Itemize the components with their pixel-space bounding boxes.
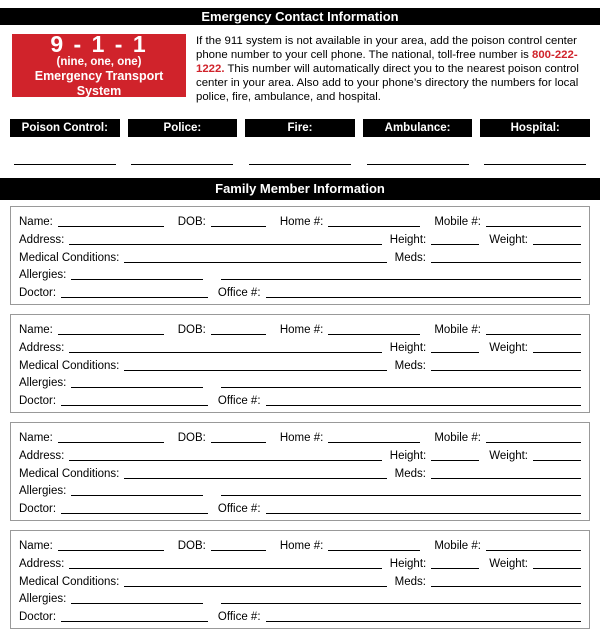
weight-fill-line	[533, 352, 581, 353]
poison-control-fill-line	[10, 164, 120, 166]
weight-fill-line	[533, 244, 581, 245]
medical-conditions-label: Medical Conditions:	[19, 467, 120, 480]
weight-fill-line	[533, 460, 581, 461]
meds-fill-line-3	[432, 513, 581, 514]
address-label: Address:	[19, 557, 65, 570]
allergies-label: Allergies:	[19, 269, 67, 282]
allergies-fill-line	[71, 279, 202, 280]
contact-label-ambulance: Ambulance:	[363, 119, 473, 137]
office-phone-label: Office #:	[217, 611, 261, 624]
allergies-fill-line-2	[221, 603, 432, 604]
doctor-fill-line	[61, 621, 208, 622]
height-label: Height:	[389, 449, 427, 462]
family-section-bar	[0, 178, 600, 200]
address-label: Address:	[19, 449, 65, 462]
doctor-fill-line	[61, 513, 208, 514]
mobile-phone-fill-line	[486, 550, 581, 551]
member-row-doctor	[19, 607, 581, 624]
name-fill-line	[58, 550, 164, 551]
dob-label: DOB:	[177, 540, 206, 553]
member-row-medical	[19, 464, 581, 481]
member-row-allergies	[19, 481, 581, 498]
meds-fill-line-3	[432, 621, 581, 622]
office-phone-fill-line	[266, 405, 433, 406]
member-row-medical	[19, 356, 581, 373]
name-label: Name:	[19, 540, 53, 553]
header-bar	[0, 8, 600, 25]
meds-fill-line-3	[432, 297, 581, 298]
poison-control-phone-number: 800-222-1222.	[196, 48, 578, 75]
address-fill-line	[69, 352, 381, 353]
family-member-block	[10, 530, 590, 629]
meds-fill-line	[431, 370, 581, 371]
allergies-fill-line	[71, 387, 202, 388]
medical-conditions-fill-line	[124, 370, 386, 371]
name-fill-line	[58, 334, 164, 335]
home-phone-label: Home #:	[279, 324, 324, 337]
mobile-phone-label: Mobile #:	[434, 216, 481, 229]
member-row-address	[19, 230, 581, 247]
name-label: Name:	[19, 432, 53, 445]
name-fill-line	[58, 226, 164, 227]
meds-label: Meds:	[394, 251, 426, 264]
contact-labels-row	[10, 119, 590, 137]
fire-fill-line	[245, 164, 355, 166]
meds-fill-line-3	[432, 405, 581, 406]
member-row-doctor	[19, 391, 581, 408]
medical-conditions-fill-line	[124, 586, 386, 587]
badge-911-subtitle: Emergency Transport System	[34, 69, 164, 98]
mobile-phone-label: Mobile #:	[434, 540, 481, 553]
allergies-label: Allergies:	[19, 485, 67, 498]
member-row-address	[19, 554, 581, 571]
dob-fill-line	[211, 550, 266, 551]
dob-label: DOB:	[177, 216, 206, 229]
allergies-fill-line	[71, 495, 202, 496]
badge-911	[12, 31, 186, 98]
allergies-fill-line-2	[221, 495, 432, 496]
medical-conditions-fill-line	[124, 262, 386, 263]
meds-fill-line-2	[432, 279, 581, 280]
meds-fill-line-2	[432, 387, 581, 388]
weight-label: Weight:	[489, 341, 528, 354]
emergency-contact-form	[0, 8, 600, 631]
weight-label: Weight:	[489, 557, 528, 570]
height-label: Height:	[389, 233, 427, 246]
member-row-medical	[19, 248, 581, 265]
meds-fill-line-2	[432, 603, 581, 604]
member-row-address	[19, 338, 581, 355]
mobile-phone-fill-line	[486, 442, 581, 443]
contact-label-police: Police:	[128, 119, 238, 137]
medical-conditions-label: Medical Conditions:	[19, 575, 120, 588]
office-phone-fill-line	[266, 513, 433, 514]
member-row-allergies	[19, 265, 581, 282]
home-phone-label: Home #:	[279, 432, 324, 445]
intro-paragraph-before: If the 911 system is not available in your area, add the poison control center phone number to your cell phone. The national, toll-free number is	[196, 35, 577, 61]
intro-section	[12, 31, 588, 105]
weight-label: Weight:	[489, 233, 528, 246]
allergies-fill-line-2	[221, 279, 432, 280]
name-label: Name:	[19, 324, 53, 337]
allergies-fill-line-2	[221, 387, 432, 388]
family-member-block	[10, 206, 590, 305]
contact-fill-lines-row	[10, 164, 590, 166]
office-phone-fill-line	[266, 621, 433, 622]
doctor-label: Doctor:	[19, 395, 57, 408]
intro-paragraph-after: This number will automatically direct you to the nearest poison control center in your area. Also add to your phone’s directory the numbers for local police, fire, ambulance, and hospital.	[196, 62, 579, 103]
meds-fill-line	[431, 586, 581, 587]
height-label: Height:	[389, 341, 427, 354]
badge-911-number: 9 - 1 - 1	[50, 31, 148, 57]
office-phone-label: Office #:	[217, 503, 261, 516]
mobile-phone-fill-line	[486, 334, 581, 335]
dob-fill-line	[211, 442, 266, 443]
allergies-label: Allergies:	[19, 593, 67, 606]
mobile-phone-fill-line	[486, 226, 581, 227]
doctor-fill-line	[61, 297, 208, 298]
doctor-label: Doctor:	[19, 503, 57, 516]
address-fill-line	[69, 568, 381, 569]
mobile-phone-label: Mobile #:	[434, 324, 481, 337]
member-row-allergies	[19, 373, 581, 390]
meds-fill-line-2	[432, 495, 581, 496]
intro-paragraph	[196, 34, 588, 105]
dob-fill-line	[211, 334, 266, 335]
dob-fill-line	[211, 226, 266, 227]
address-label: Address:	[19, 233, 65, 246]
member-row-allergies	[19, 589, 581, 606]
height-fill-line	[431, 568, 479, 569]
allergies-label: Allergies:	[19, 377, 67, 390]
meds-label: Meds:	[394, 359, 426, 372]
meds-label: Meds:	[394, 467, 426, 480]
dob-label: DOB:	[177, 324, 206, 337]
office-phone-label: Office #:	[217, 287, 261, 300]
family-member-block	[10, 422, 590, 521]
doctor-label: Doctor:	[19, 611, 57, 624]
meds-fill-line	[431, 478, 581, 479]
member-row-medical	[19, 572, 581, 589]
badge-911-words: (nine, one, one)	[56, 56, 142, 68]
member-row-doctor	[19, 283, 581, 300]
family-member-block	[10, 314, 590, 413]
doctor-fill-line	[61, 405, 208, 406]
address-fill-line	[69, 244, 381, 245]
address-fill-line	[69, 460, 381, 461]
weight-label: Weight:	[489, 449, 528, 462]
address-label: Address:	[19, 341, 65, 354]
home-phone-label: Home #:	[279, 216, 324, 229]
member-row-name	[19, 536, 581, 553]
mobile-phone-label: Mobile #:	[434, 432, 481, 445]
home-phone-fill-line	[328, 550, 420, 551]
meds-fill-line	[431, 262, 581, 263]
page-title: Emergency Contact Information	[201, 9, 399, 24]
hospital-fill-line	[480, 164, 590, 166]
family-members	[10, 206, 590, 629]
doctor-label: Doctor:	[19, 287, 57, 300]
name-fill-line	[58, 442, 164, 443]
medical-conditions-fill-line	[124, 478, 386, 479]
height-fill-line	[431, 244, 479, 245]
member-row-name	[19, 212, 581, 229]
height-label: Height:	[389, 557, 427, 570]
ambulance-fill-line	[363, 164, 473, 166]
weight-fill-line	[533, 568, 581, 569]
police-fill-line	[128, 164, 238, 166]
home-phone-fill-line	[328, 442, 420, 443]
member-row-doctor	[19, 499, 581, 516]
medical-conditions-label: Medical Conditions:	[19, 251, 120, 264]
member-row-name	[19, 428, 581, 445]
home-phone-fill-line	[328, 226, 420, 227]
meds-label: Meds:	[394, 575, 426, 588]
contact-label-hospital: Hospital:	[480, 119, 590, 137]
member-row-address	[19, 446, 581, 463]
allergies-fill-line	[71, 603, 202, 604]
contact-label-poison-control: Poison Control:	[10, 119, 120, 137]
home-phone-label: Home #:	[279, 540, 324, 553]
height-fill-line	[431, 460, 479, 461]
contact-label-fire: Fire:	[245, 119, 355, 137]
family-section-title: Family Member Information	[215, 181, 385, 197]
office-phone-label: Office #:	[217, 395, 261, 408]
member-row-name	[19, 320, 581, 337]
office-phone-fill-line	[266, 297, 433, 298]
dob-label: DOB:	[177, 432, 206, 445]
name-label: Name:	[19, 216, 53, 229]
home-phone-fill-line	[328, 334, 420, 335]
medical-conditions-label: Medical Conditions:	[19, 359, 120, 372]
height-fill-line	[431, 352, 479, 353]
